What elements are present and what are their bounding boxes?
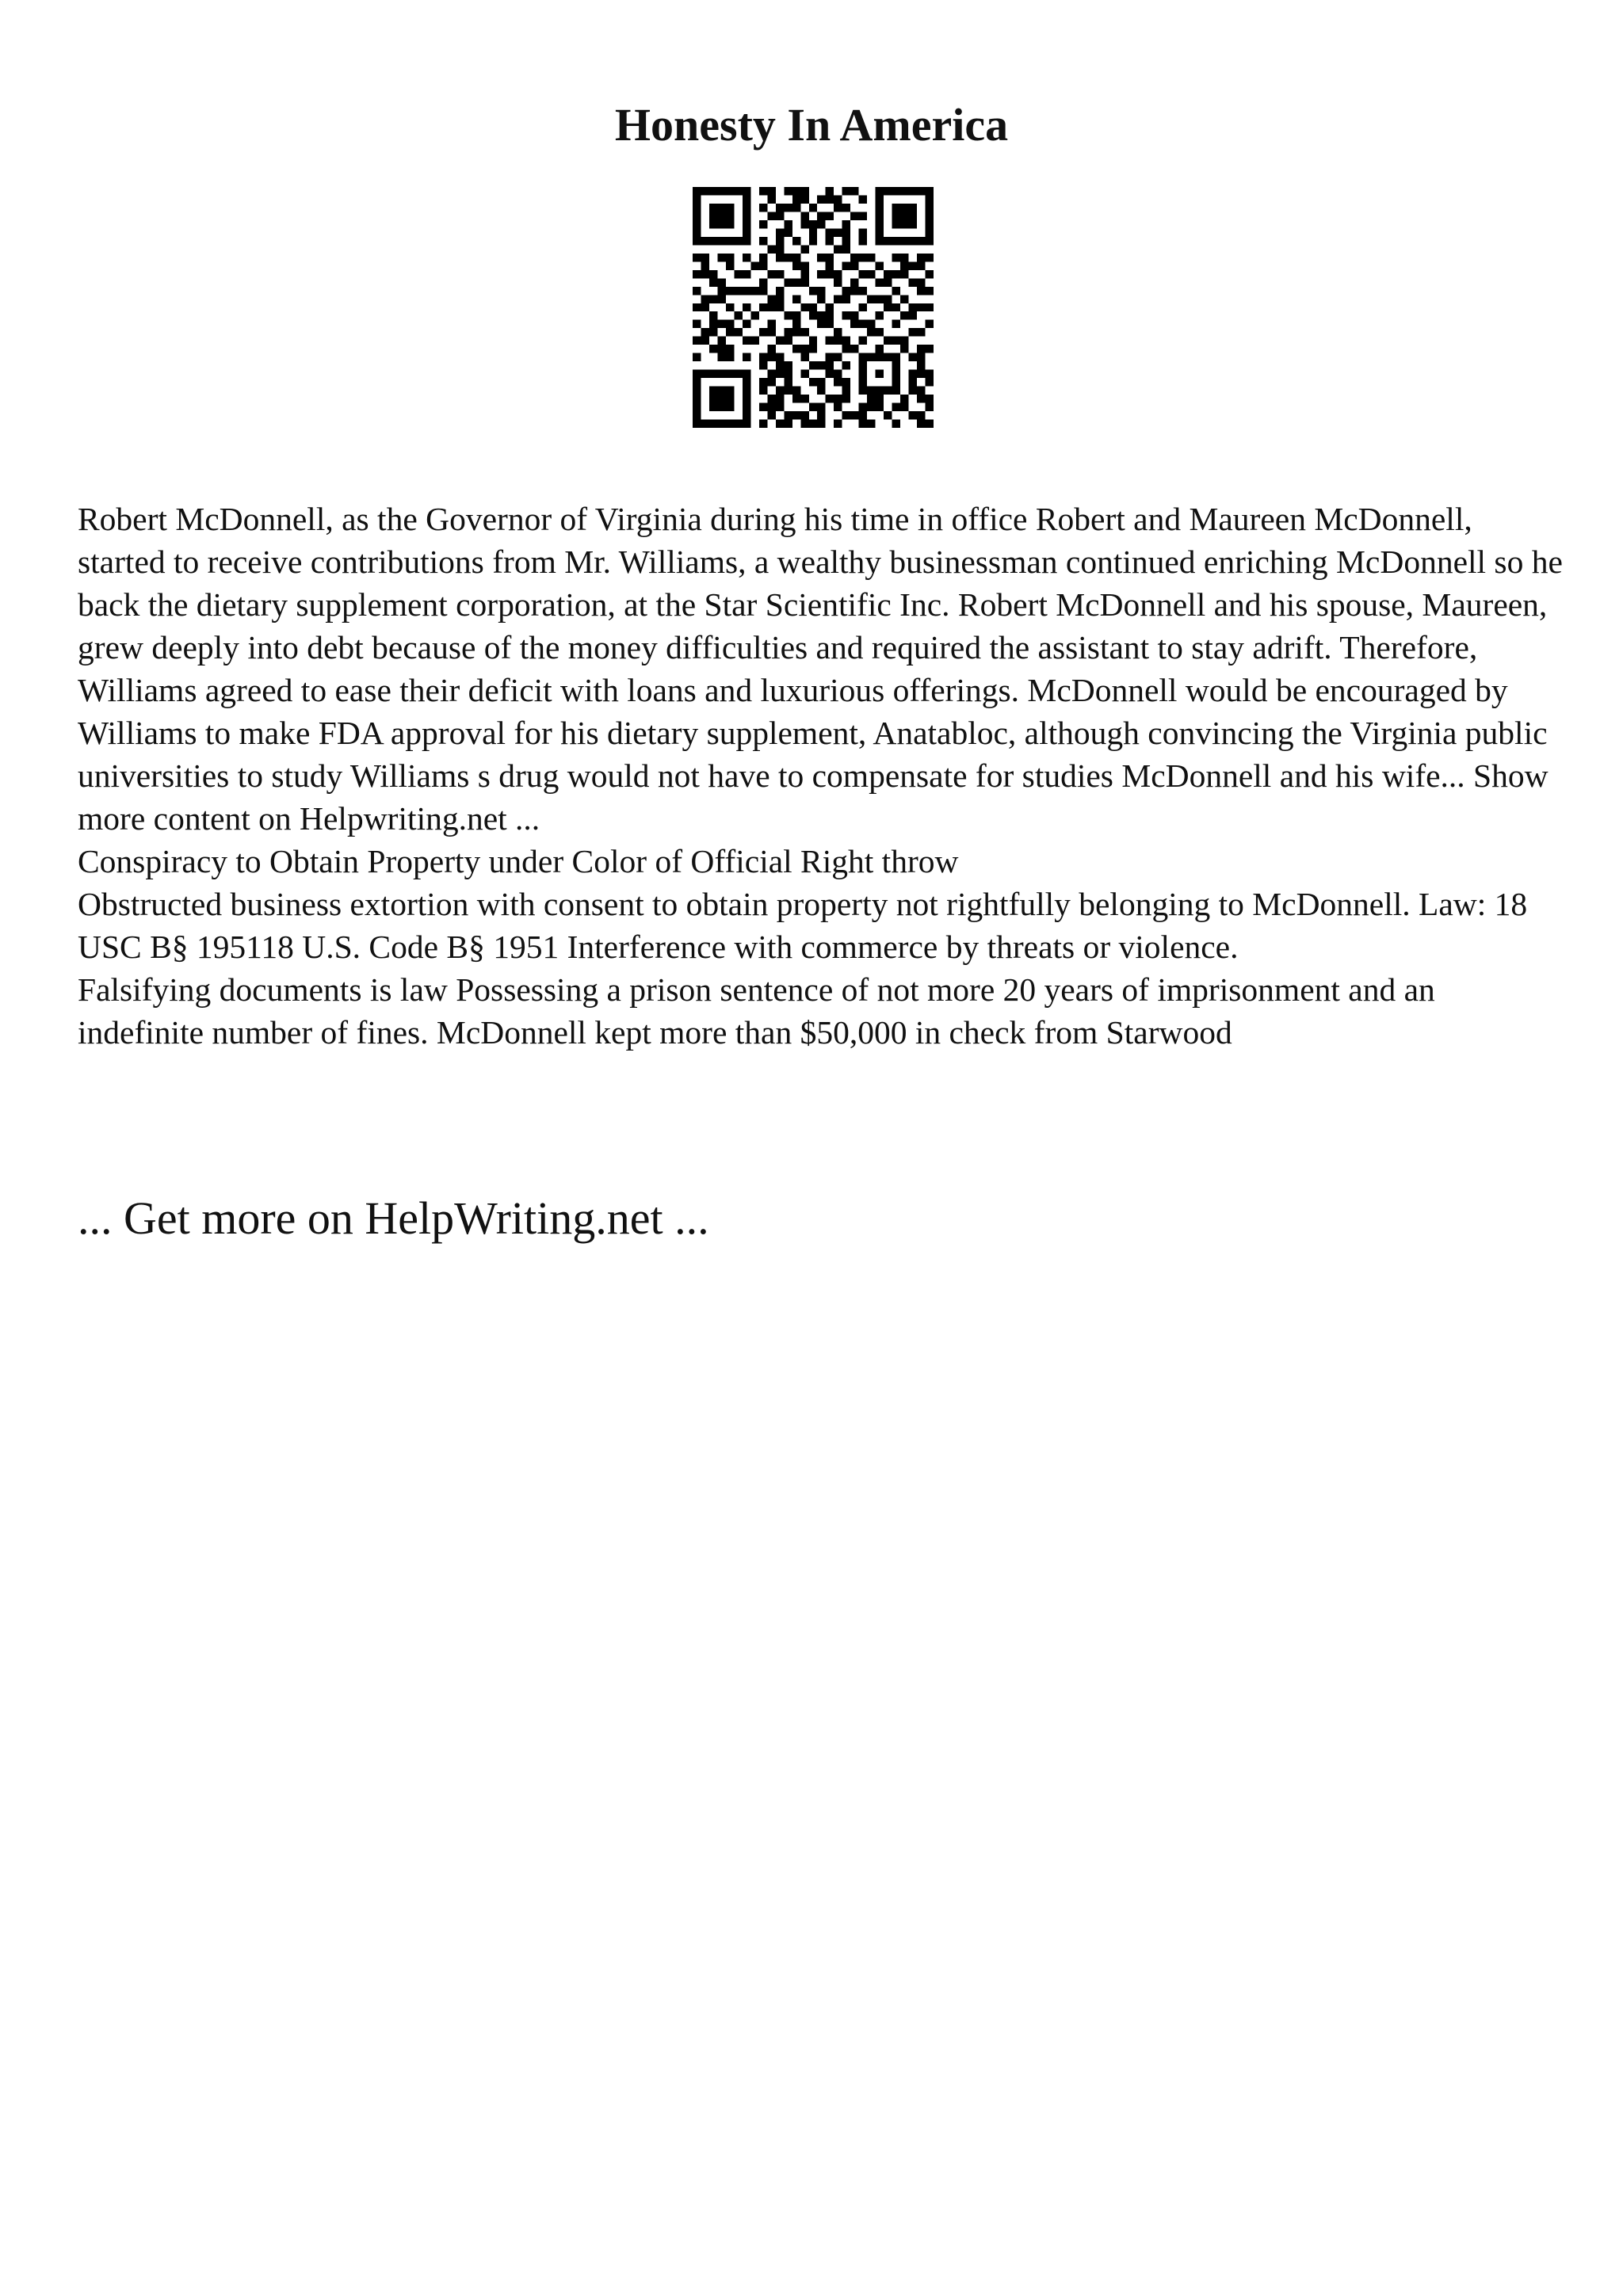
document-title: Honesty In America xyxy=(614,99,1009,151)
paragraph: Falsifying documents is law Possessing a prison sentence of not more 20 years of imprisonment and an indefinite number of fines. McDonnell kept more than $50,000 in check from Starwood xyxy=(78,971,1435,1051)
paragraph: Conspiracy to Obtain Property under Color of Official Right throw xyxy=(78,843,959,879)
document-body xyxy=(78,498,1568,1054)
get-more-link[interactable]: ... Get more on HelpWriting.net ... xyxy=(78,1192,709,1244)
paragraph: Obstructed business extortion with consent to obtain property not rightfully belonging to McDonnell. Law: 18 USC B§ 195118 U.S. Code B§ 1951 Interference with commerce by threats or violence. xyxy=(78,886,1528,965)
qr-code-icon xyxy=(693,187,934,428)
paragraph: Robert McDonnell, as the Governor of Virginia during his time in office Robert and Maureen McDonnell, started to receive contributions from Mr. Williams, a wealthy businessman continued enriching McDonnell so he back the dietary supplement corporation, at the Star Scientific Inc. Robert McDonnell and his spouse, Maureen, grew deeply into debt because of the money difficulties and required the assistant to stay adrift. Therefore, Williams agreed to ease their deficit with loans and luxurious offerings. McDonnell would be encouraged by Williams to make FDA approval for his dietary supplement, Anatabloc, although convincing the Virginia public universities to study Williams s drug would not have to compensate for studies McDonnell and his wife... Show more content on Helpwriting.net ... xyxy=(78,501,1563,837)
